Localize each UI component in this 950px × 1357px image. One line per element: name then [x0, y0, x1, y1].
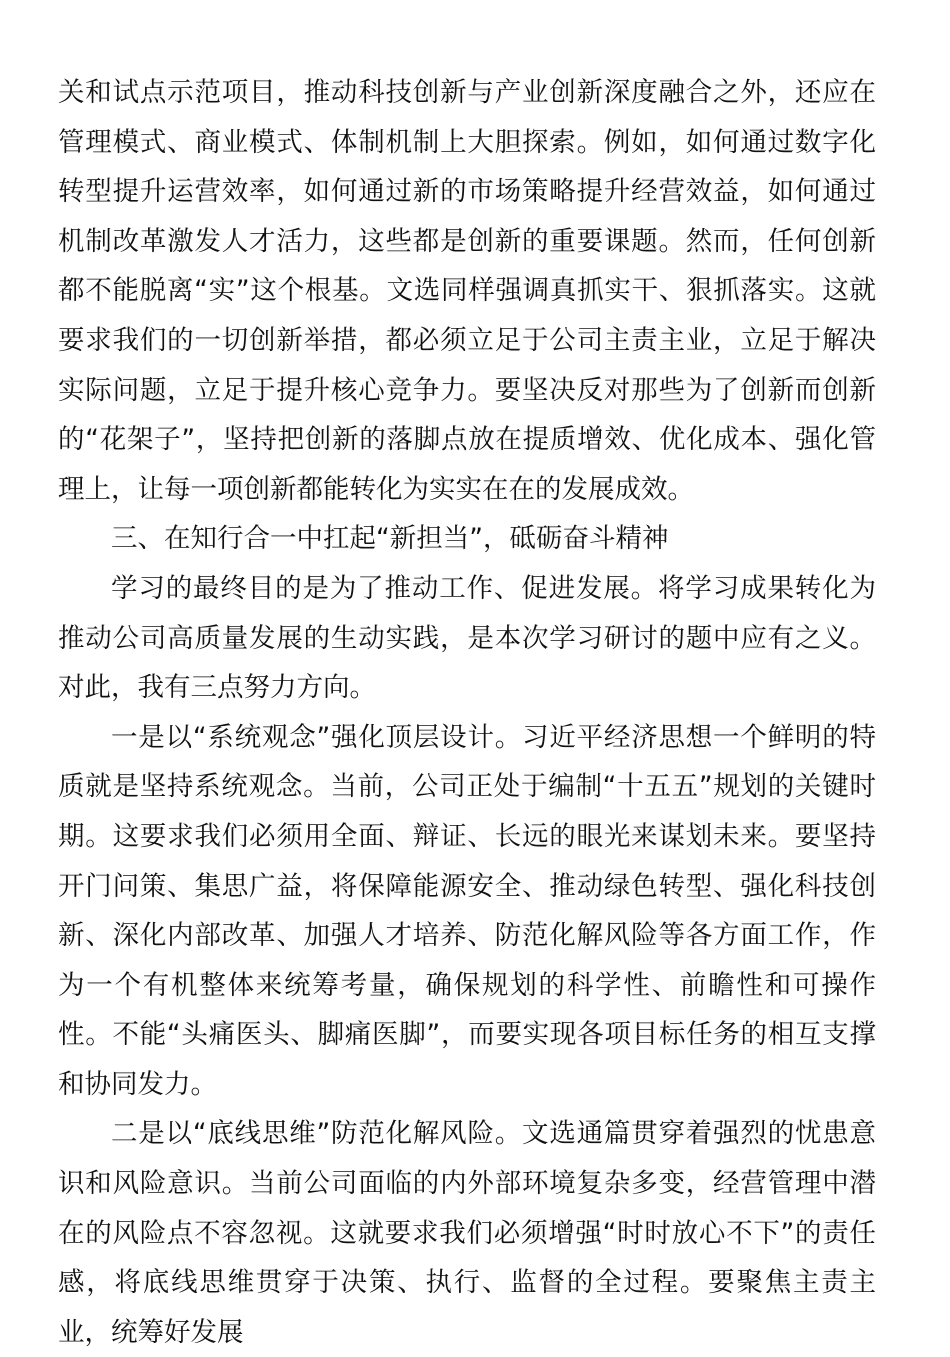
section-heading-three: 三、在知行合一中扛起“新担当”，砥砺奋斗精神: [111, 523, 669, 555]
document-page: [58, 68, 876, 1357]
paragraph-systems-thinking: 一是以“系统观念”强化顶层设计。习近平经济思想一个鲜明的特质就是坚持系统观念。当前，公司正处于编制“十五五”规划的关键时期。这要求我们必须用全面、辩证、长远的眼光来谋划未来。要坚持开门问策、集思广益，将保障能源安全、推动绿色转型、强化科技创新、深化内部改革、加强人才培养、防范化解风险等各方面工作，作为一个有机整体来统筹考量，确保规划的科学性、前瞻性和可操作性。不能“头痛医头、脚痛医脚”，而要实现各项目标任务的相互支撑和协同发力。: [58, 721, 876, 1100]
paragraph-bottom-line-thinking: 二是以“底线思维”防范化解风险。文选通篇贯穿着强烈的忧患意识和风险意识。当前公司面临的内外部环境复杂多变，经营管理中潜在的风险点不容忽视。这就要求我们必须增强“时时放心不下”的责任感，将底线思维贯穿于决策、执行、监督的全过程。要聚焦主责主业，统筹好发展: [58, 1118, 876, 1348]
paragraph-learning-purpose: 学习的最终目的是为了推动工作、促进发展。将学习成果转化为推动公司高质量发展的生动实践，是本次学习研讨的题中应有之义。对此，我有三点努力方向。: [58, 572, 876, 704]
paragraph-innovation-continued: 关和试点示范项目，推动科技创新与产业创新深度融合之外，还应在管理模式、商业模式、体制机制上大胆探索。例如，如何通过数字化转型提升运营效率，如何通过新的市场策略提升经营效益，如何通过机制改革激发人才活力，这些都是创新的重要课题。然而，任何创新都不能脱离“实”这个根基。文选同样强调真抓实干、狠抓落实。这就要求我们的一切创新举措，都必须立足于公司主责主业，立足于解决实际问题，立足于提升核心竞争力。要坚决反对那些为了创新而创新的“花架子”，坚持把创新的落脚点放在提质增效、优化成本、强化管理上，让每一项创新都能转化为实实在在的发展成效。: [58, 77, 876, 505]
